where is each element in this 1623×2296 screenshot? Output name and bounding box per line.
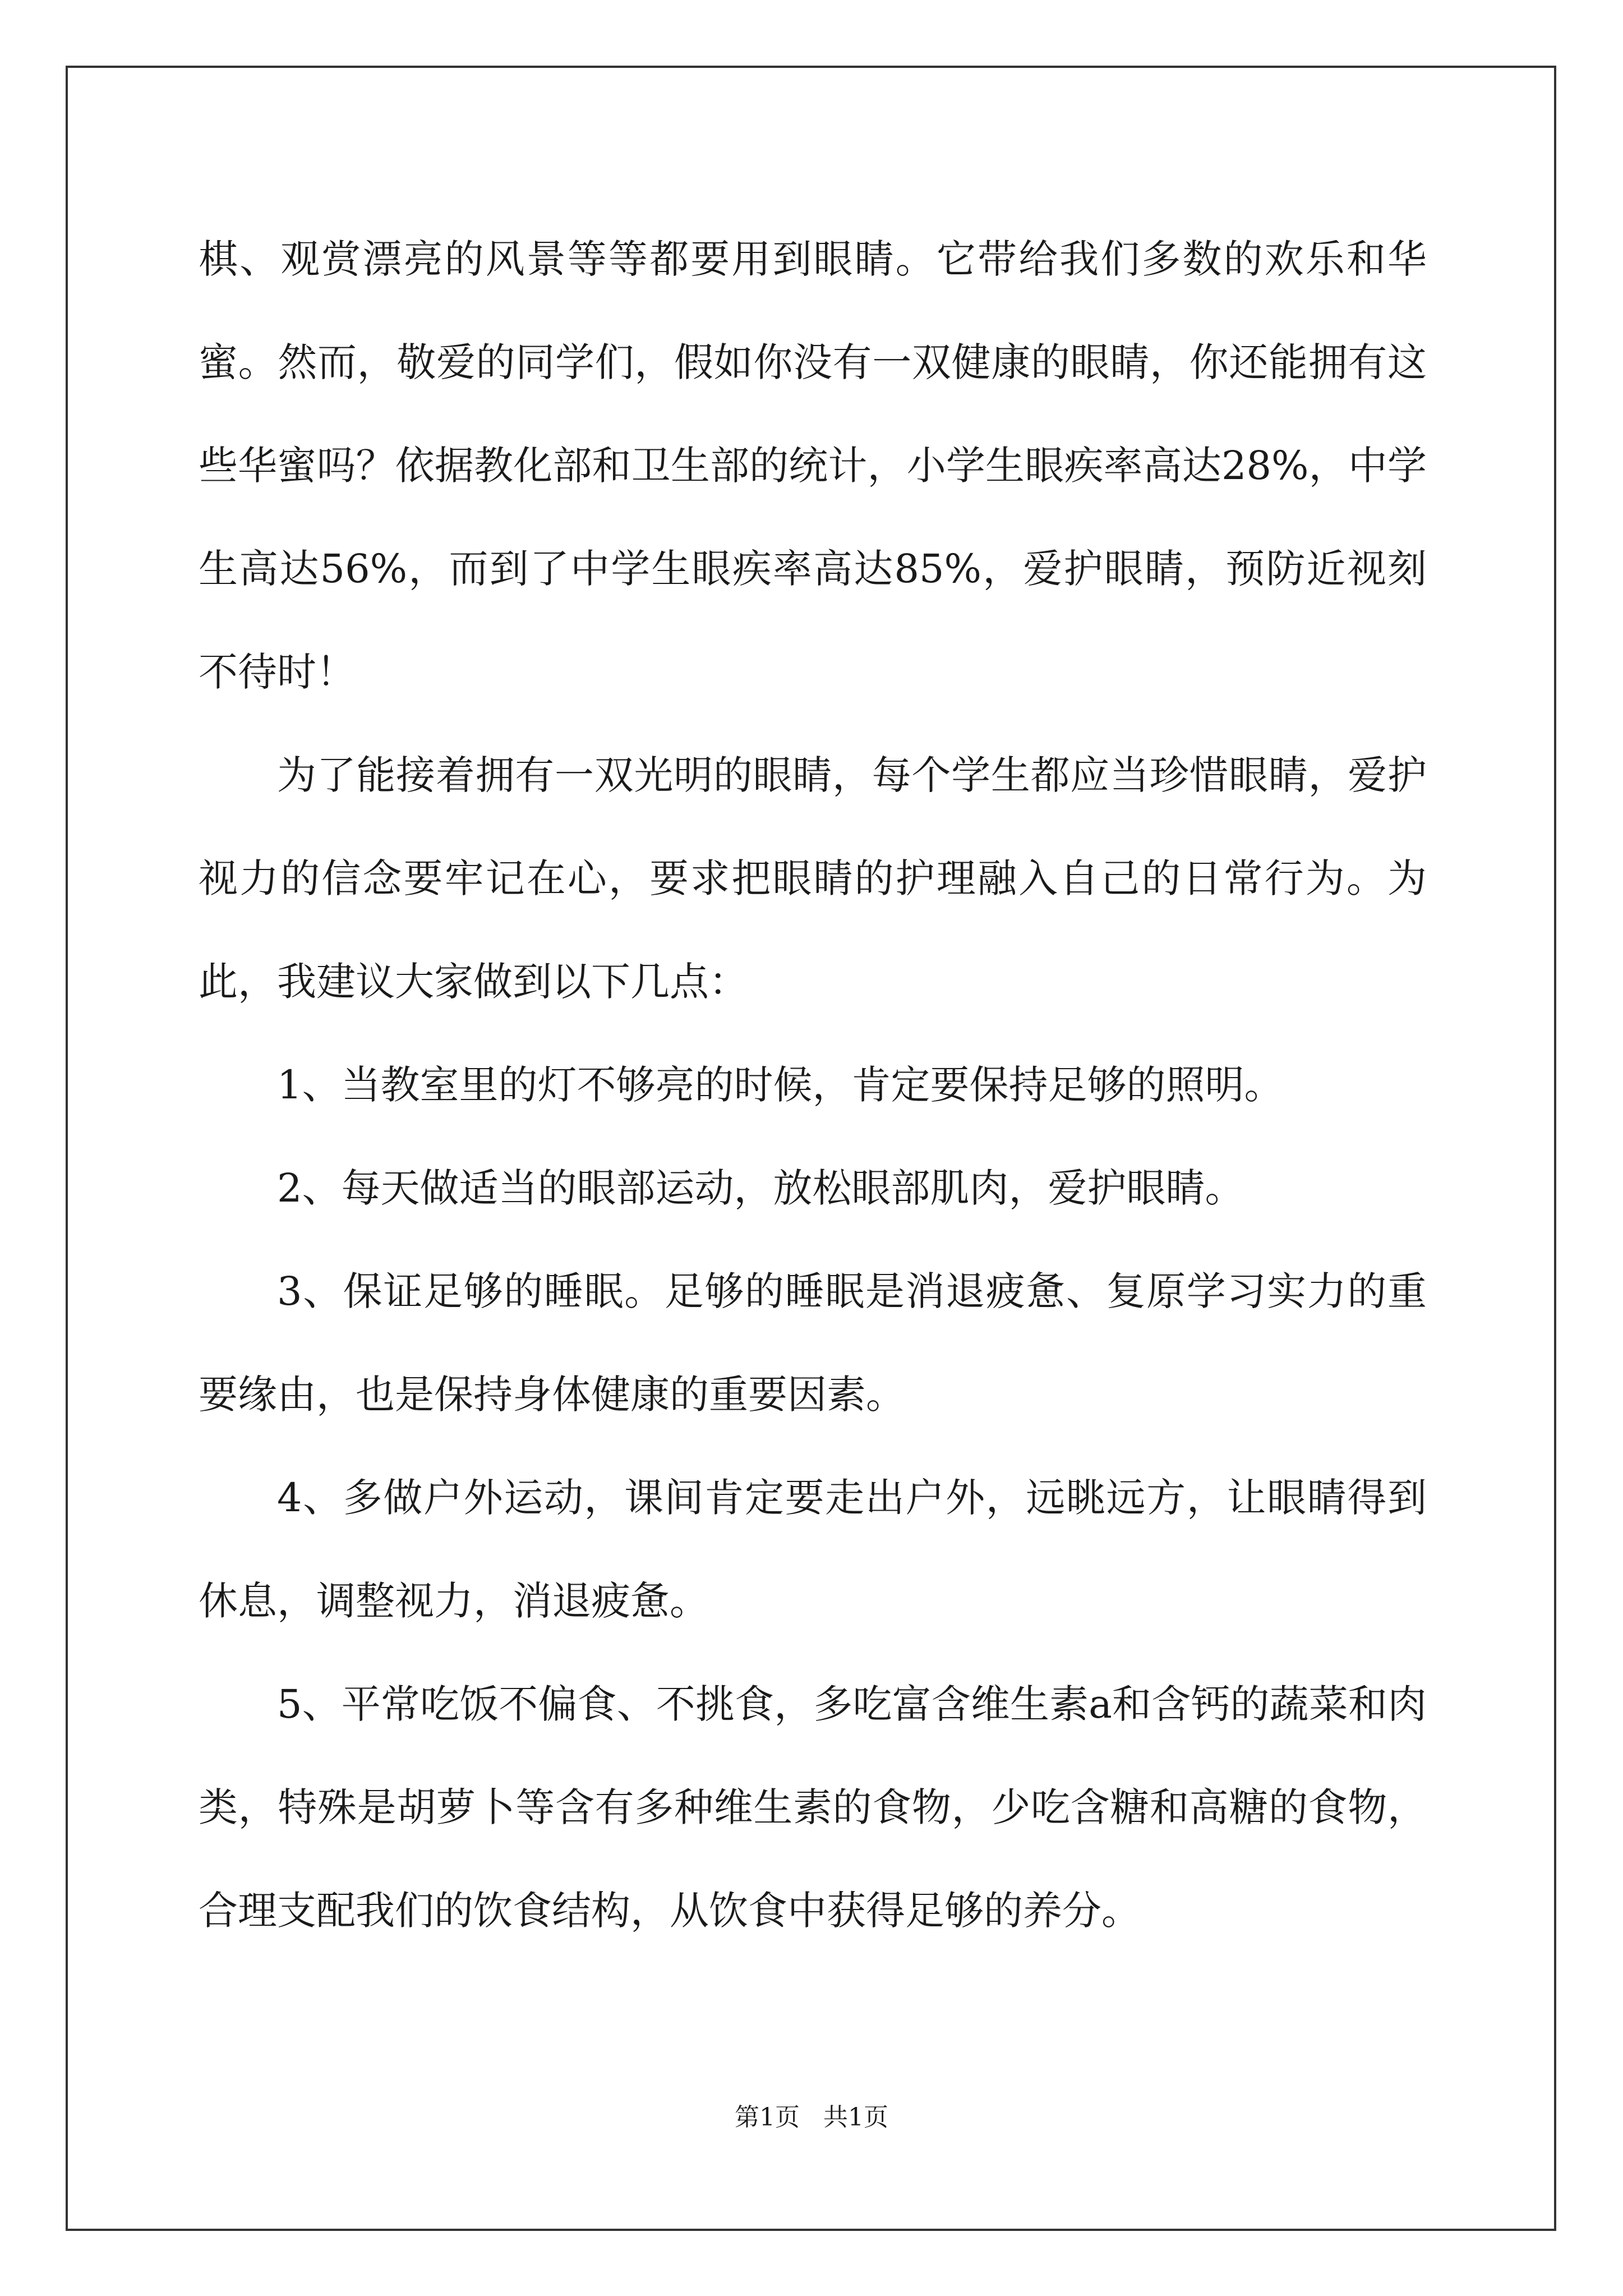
paragraph-tip-3: 3、保证足够的睡眠。足够的睡眠是消退疲惫、复原学习实力的重要缘由，也是保持身体健康的重要因素。 <box>199 1268 1427 1418</box>
page-number-footer: 第1页 共1页 <box>735 2103 888 2132</box>
paragraph-intro-continued: 棋、观赏漂亮的风景等等都要用到眼睛。它带给我们多数的欢乐和华蜜。然而，敬爱的同学们，假如你没有一双健康的眼睛，你还能拥有这些华蜜吗？依据教化部和卫生部的统计，小学生眼疾率高达28%，中学生高达56%，而到了中学生眼疾率高达85%，爱护眼睛，预防近视刻不待时！ <box>199 236 1427 695</box>
paragraph-tip-2: 2、每天做适当的眼部运动，放松眼部肌肉，爱护眼睛。 <box>277 1165 1244 1211</box>
paragraph-tip-1: 1、当教室里的灯不够亮的时候，肯定要保持足够的照明。 <box>277 1062 1284 1108</box>
document-body <box>199 208 1427 1962</box>
paragraph-tip-5: 5、平常吃饭不偏食、不挑食，多吃富含维生素a和含钙的蔬菜和肉类，特殊是胡萝卜等含有多种维生素的食物，少吃含糖和高糖的食物，合理支配我们的饮食结构，从饮食中获得足够的养分。 <box>199 1681 1427 1934</box>
paragraph-tip-4: 4、多做户外运动，课间肯定要走出户外，远眺远方，让眼睛得到休息，调整视力，消退疲惫。 <box>199 1475 1427 1624</box>
paragraph-call-to-action: 为了能接着拥有一双光明的眼睛，每个学生都应当珍惜眼睛，爱护视力的信念要牢记在心，要求把眼睛的护理融入自己的日常行为。为此，我建议大家做到以下几点： <box>199 752 1427 1005</box>
